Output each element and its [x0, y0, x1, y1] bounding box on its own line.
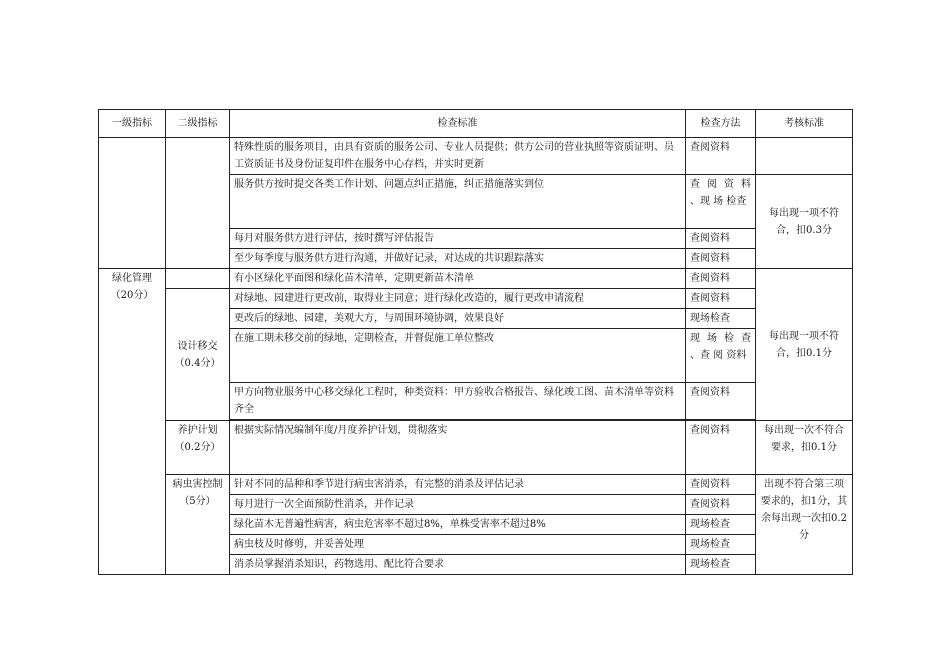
level1-name: 绿化管理: [112, 273, 152, 284]
standard-cell: 消杀员掌握消杀知识，药物选用、配比符合要求: [230, 555, 686, 575]
table-row: [99, 269, 853, 289]
method-cell: 查阅资料: [686, 138, 756, 175]
method-cell: 查阅资料: [686, 421, 756, 475]
header-standard: 检查标准: [230, 110, 686, 138]
standard-cell: 有小区绿化平面图和绿化苗木清单，定期更新苗木清单: [230, 269, 686, 289]
level2-cell-empty: [166, 138, 230, 269]
standard-cell: 病虫枝及时修剪，并妥善处理: [230, 535, 686, 555]
standard-cell: 服务供方按时提交各类工作计划、问题点纠正措施，纠正措施落实到位: [230, 175, 686, 229]
method-cell: 查阅资料: [686, 269, 756, 289]
header-assessment: 考核标准: [756, 110, 853, 138]
assessment-cell: 每出现一项不符合，扣0.1分: [756, 269, 853, 421]
method-cell: 查阅资料: [686, 475, 756, 495]
header-level1: 一级指标: [99, 110, 166, 138]
standard-cell: 针对不同的品种和季节进行病虫害消杀，有完整的消杀及评估记录: [230, 475, 686, 495]
method-cell: 查阅资料: [686, 229, 756, 249]
evaluation-table-container: [98, 109, 852, 570]
assessment-cell: 每出现一次不符合要求，扣0.1分: [756, 421, 853, 475]
method-cell: 查阅资料: [686, 383, 756, 420]
level1-cell: [99, 269, 166, 575]
assessment-cell: 每出现一项不符合，扣0.3分: [756, 175, 853, 269]
level1-score: （20分）: [110, 290, 154, 301]
method-cell: 查阅资料: [686, 249, 756, 269]
level2-cell-pest: [166, 475, 230, 575]
table-header-row: [99, 110, 853, 138]
assessment-cell: 出现不符合第三项要求的，扣1分，其余每出现一次扣0.2分: [756, 475, 853, 575]
level2-cell-empty: [166, 269, 230, 289]
level2-score: （5分）: [179, 496, 216, 507]
standard-cell: 至少每季度与服务供方进行沟通，并做好记录，对达成的共识跟踪落实: [230, 249, 686, 269]
method-cell: 现场检查: [686, 309, 756, 329]
standard-cell: 每月进行一次全面预防性消杀，并作记录: [230, 495, 686, 515]
level2-cell-design: [166, 289, 230, 421]
level2-name: 养护计划: [177, 425, 218, 436]
level2-name: 病虫害控制: [172, 479, 223, 490]
standard-cell: 在施工期未移交前的绿地，定期检查，并督促施工单位整改: [230, 329, 686, 383]
assessment-cell-empty: [756, 138, 853, 175]
standard-cell: 根据实际情况编制年度/月度养护计划，贯彻落实: [230, 421, 686, 475]
standard-cell: 每月对服务供方进行评估，按时撰写评估报告: [230, 229, 686, 249]
standard-cell: 对绿地、园建进行更改前，取得业主同意；进行绿化改造的，履行更改申请流程: [230, 289, 686, 309]
evaluation-table: [98, 109, 853, 575]
level2-score: （0.4分）: [174, 357, 221, 369]
standard-cell: 更改后的绿地、园建，美观大方，与周围环境协调，效果良好: [230, 309, 686, 329]
header-level2: 二级指标: [166, 110, 230, 138]
method-cell: 查 阅 资 料 、现 场 检查: [686, 175, 756, 229]
standard-cell: 特殊性质的服务项目，由具有资质的服务公司、专业人员提供；供方公司的营业执照等资质证明、员工资质证书及身份证复印件在服务中心存档，并实时更新: [230, 138, 686, 175]
table-row: [99, 421, 853, 475]
method-cell: 现场检查: [686, 535, 756, 555]
method-cell: 现场检查: [686, 515, 756, 535]
method-cell: 查阅资料: [686, 289, 756, 309]
level2-name: 设计移交: [177, 340, 218, 352]
standard-cell: 甲方向物业服务中心移交绿化工程时，种类资料：甲方验收合格报告、绿化竣工图、苗木清单等资料齐全: [230, 383, 686, 420]
table-row: [99, 289, 853, 309]
table-row: [99, 138, 853, 175]
method-cell: 现场检查: [686, 555, 756, 575]
method-cell: 现 场 检 查 、查 阅 资料: [686, 329, 756, 383]
level1-cell-empty: [99, 138, 166, 269]
standard-cell: 绿化苗木无普遍性病害，病虫危害率不超过8%，单株受害率不超过8%: [230, 515, 686, 535]
method-cell: 查阅资料: [686, 495, 756, 515]
table-row: [99, 475, 853, 495]
header-method: 检查方法: [686, 110, 756, 138]
level2-cell-maintenance: [166, 421, 230, 475]
level2-score: （0.2分）: [174, 442, 221, 453]
